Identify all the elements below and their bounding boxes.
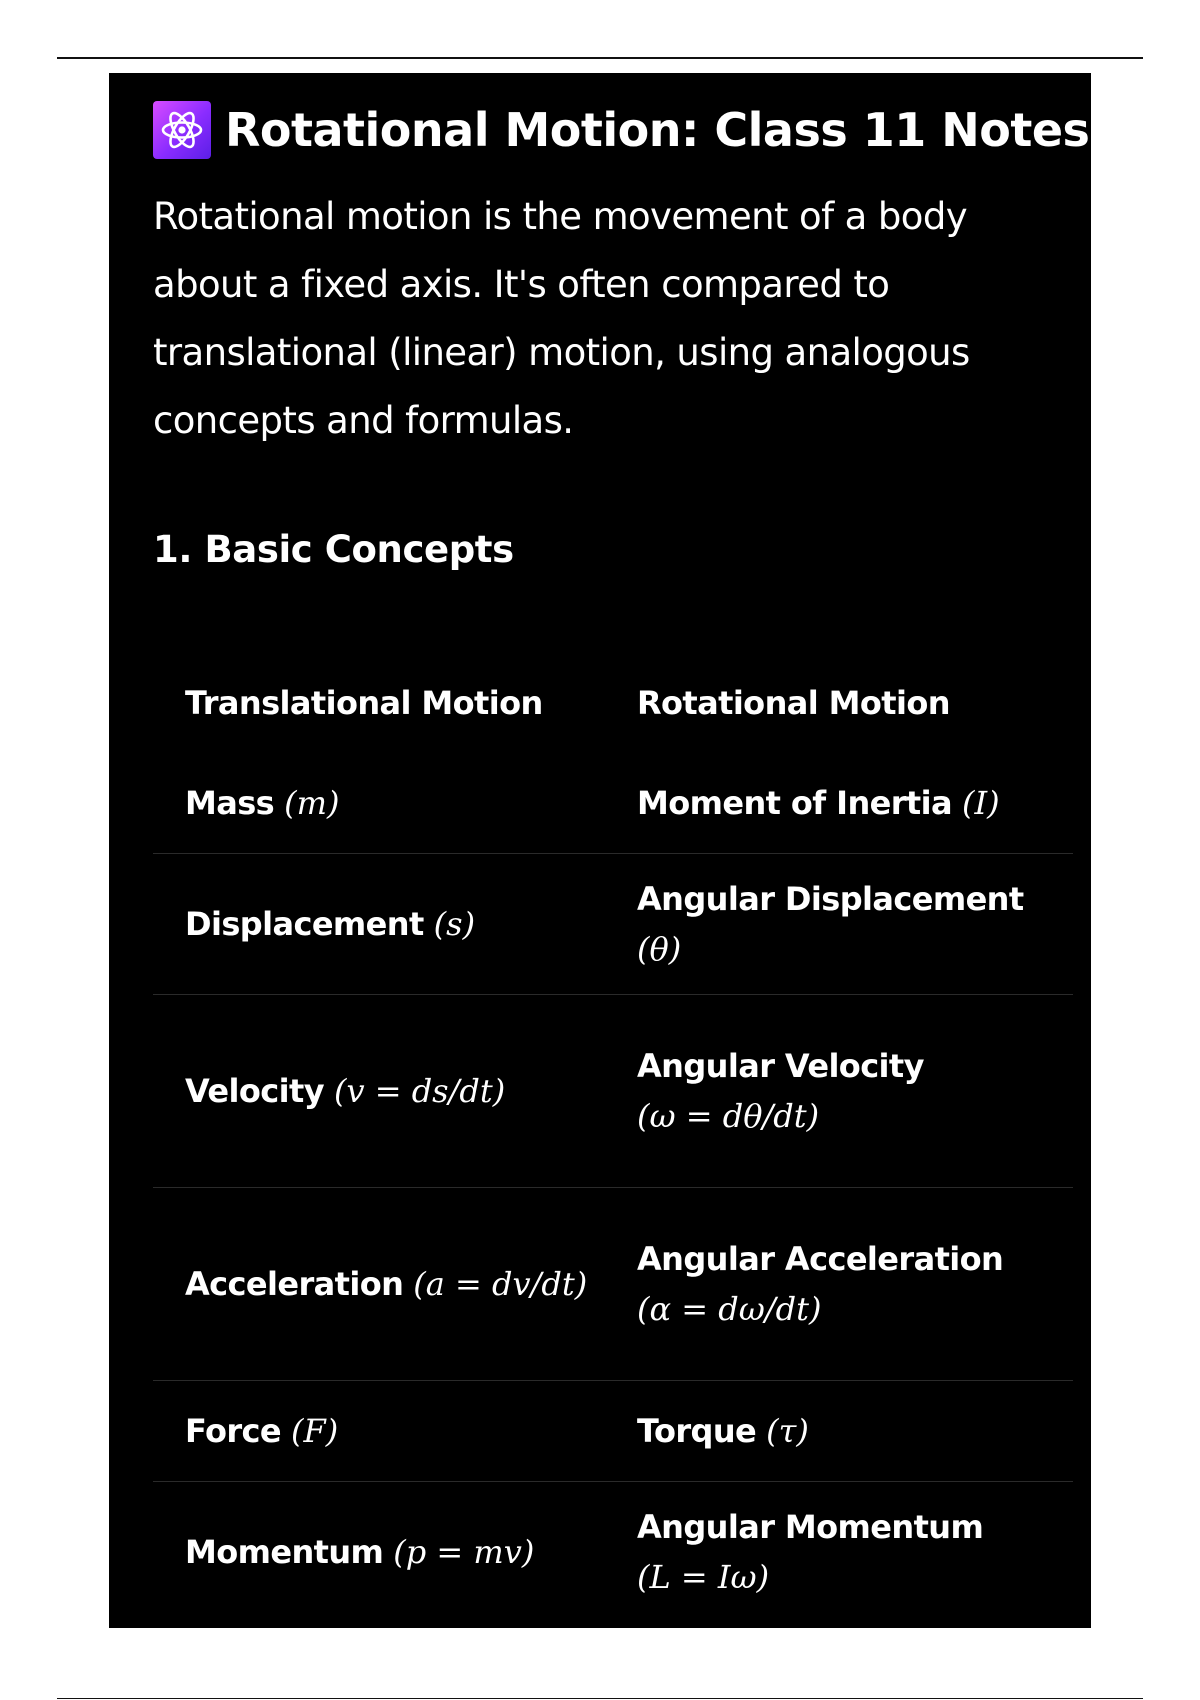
cell-label: Momentum bbox=[185, 1533, 384, 1571]
title-row bbox=[153, 101, 1089, 159]
cell-formula: (θ) bbox=[637, 930, 682, 968]
table-cell bbox=[605, 753, 1073, 853]
cell-formula: (a = dv/dt) bbox=[413, 1265, 588, 1303]
table-cell bbox=[605, 1482, 1073, 1622]
table-row bbox=[153, 753, 1073, 854]
table-row bbox=[153, 995, 1073, 1188]
cell-formula: (s) bbox=[433, 905, 476, 943]
table-cell bbox=[605, 1381, 1073, 1481]
cell-formula: (F) bbox=[291, 1412, 339, 1450]
table-row bbox=[153, 1482, 1073, 1622]
table-cell bbox=[605, 854, 1073, 994]
cell-formula: (I) bbox=[961, 784, 1000, 822]
cell-label: Moment of Inertia bbox=[637, 784, 952, 822]
cell-label: Angular Acceleration bbox=[637, 1240, 1004, 1278]
table-row bbox=[153, 854, 1073, 995]
cell-label: Angular Momentum bbox=[637, 1508, 984, 1546]
table-cell bbox=[153, 753, 605, 853]
table-header-row bbox=[153, 653, 1073, 753]
table-cell bbox=[153, 854, 605, 994]
cell-formula: (v = ds/dt) bbox=[333, 1072, 506, 1110]
cell-formula: (α = dω/dt) bbox=[637, 1290, 822, 1328]
cell-label: Velocity bbox=[185, 1072, 324, 1110]
cell-label: Force bbox=[185, 1412, 282, 1450]
intro-paragraph: Rotational motion is the movement of a body about a fixed axis. It's often compared to translational (linear) motion, using analogous concepts and formulas. bbox=[153, 195, 970, 442]
atom-icon bbox=[153, 101, 211, 159]
cell-formula: (p = mv) bbox=[393, 1533, 535, 1571]
table-cell bbox=[153, 995, 605, 1187]
table-row bbox=[153, 1381, 1073, 1482]
cell-label: Torque bbox=[637, 1412, 757, 1450]
cell-label: Angular Displacement bbox=[637, 880, 1024, 918]
cell-label: Mass bbox=[185, 784, 275, 822]
comparison-table bbox=[153, 653, 1073, 1622]
section-heading: 1. Basic Concepts bbox=[153, 528, 514, 571]
cell-label: Angular Velocity bbox=[637, 1047, 924, 1085]
page-title: Rotational Motion: Class 11 Notes bbox=[225, 103, 1090, 157]
table-cell bbox=[153, 1188, 605, 1380]
table-cell bbox=[153, 1482, 605, 1622]
cell-formula: (m) bbox=[284, 784, 340, 822]
cell-label: Displacement bbox=[185, 905, 424, 943]
bottom-rule bbox=[57, 1698, 1143, 1699]
notes-card bbox=[109, 73, 1091, 1628]
header-translational: Translational Motion bbox=[185, 684, 543, 722]
top-rule bbox=[57, 57, 1143, 59]
cell-formula: (τ) bbox=[766, 1412, 809, 1450]
cell-label: Acceleration bbox=[185, 1265, 404, 1303]
table-row bbox=[153, 1188, 1073, 1381]
cell-formula: (L = Iω) bbox=[637, 1558, 770, 1596]
table-cell bbox=[605, 995, 1073, 1187]
table-cell bbox=[605, 1188, 1073, 1380]
table-cell bbox=[153, 1381, 605, 1481]
cell-formula: (ω = dθ/dt) bbox=[637, 1097, 820, 1135]
header-rotational: Rotational Motion bbox=[637, 684, 950, 722]
